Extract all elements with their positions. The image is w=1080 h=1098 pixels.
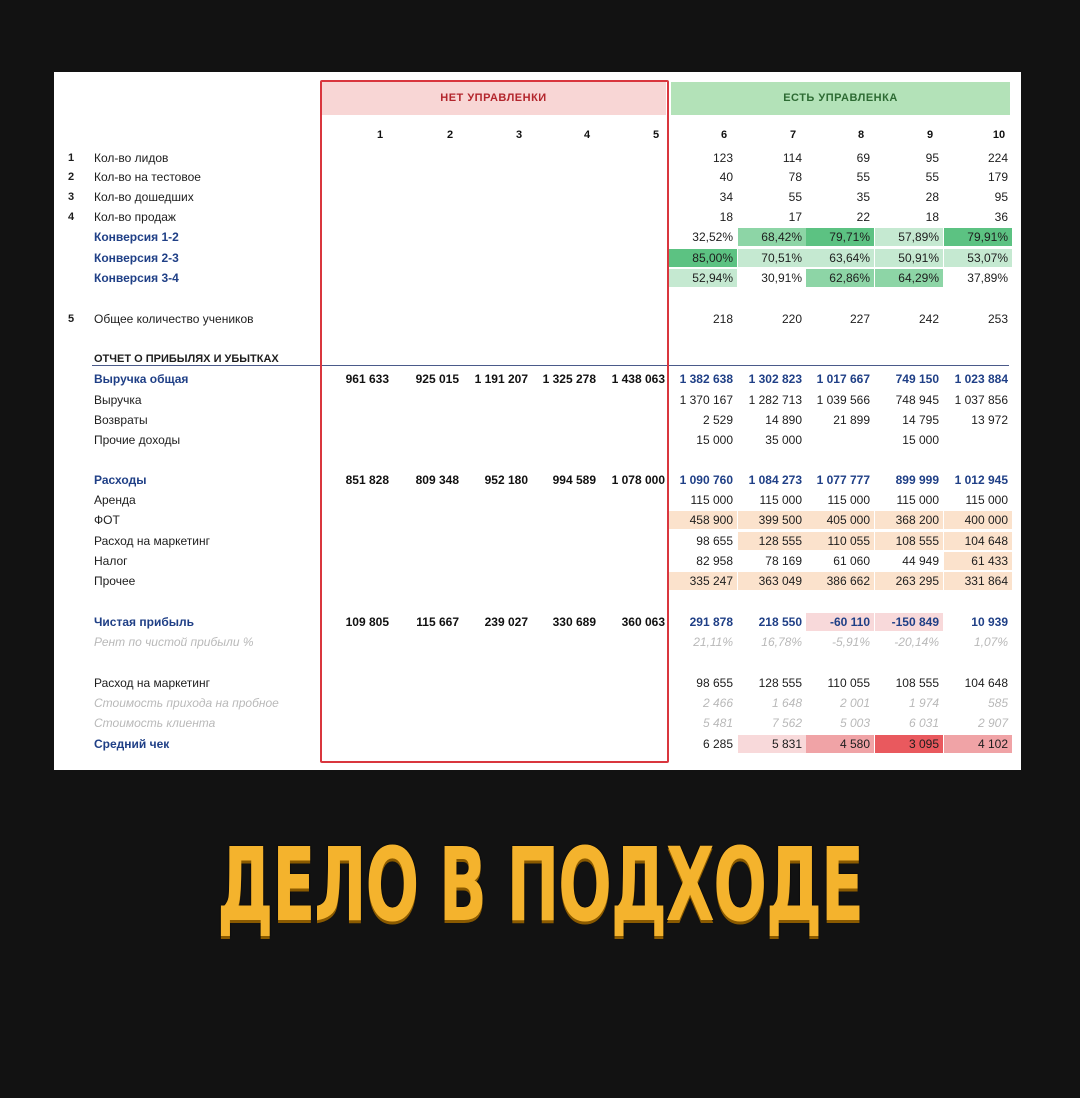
column-header: 10 bbox=[992, 129, 1006, 141]
table-cell: 95 bbox=[994, 190, 1008, 204]
table-cell: 1 090 760 bbox=[679, 473, 733, 487]
table-cell: 809 348 bbox=[415, 473, 459, 487]
table-cell: 1 648 bbox=[771, 696, 802, 710]
spreadsheet bbox=[54, 72, 1021, 770]
no-management-frame bbox=[320, 80, 669, 763]
table-cell: 18 bbox=[925, 210, 939, 224]
table-cell: 36 bbox=[994, 210, 1008, 224]
table-cell: 1 282 713 bbox=[748, 393, 802, 407]
section-divider bbox=[92, 365, 1009, 366]
column-header: 4 bbox=[583, 129, 591, 141]
column-header: 8 bbox=[857, 129, 865, 141]
table-cell: 114 bbox=[782, 151, 802, 165]
table-cell: 291 878 bbox=[689, 615, 733, 629]
table-cell: 64,29% bbox=[898, 271, 939, 285]
table-cell: 239 027 bbox=[484, 615, 528, 629]
table-cell: 110 055 bbox=[827, 676, 870, 690]
table-cell: 1 039 566 bbox=[816, 393, 870, 407]
table-cell: 95 bbox=[925, 151, 939, 165]
table-cell: 1 077 777 bbox=[816, 473, 870, 487]
table-cell: 128 555 bbox=[758, 534, 802, 548]
table-cell: 21,11% bbox=[693, 635, 733, 649]
table-cell: 28 bbox=[925, 190, 939, 204]
table-cell: 32,52% bbox=[692, 230, 733, 244]
table-cell: 220 bbox=[781, 312, 802, 326]
table-cell: 1 974 bbox=[908, 696, 939, 710]
table-cell: 115 000 bbox=[690, 493, 733, 507]
row-label: Аренда bbox=[94, 493, 136, 507]
table-cell: 1 078 000 bbox=[611, 473, 665, 487]
table-cell: 899 999 bbox=[895, 473, 939, 487]
table-cell: 399 500 bbox=[758, 513, 802, 527]
table-cell: 10 939 bbox=[971, 615, 1008, 629]
row-number: 2 bbox=[68, 171, 75, 183]
table-cell: 85,00% bbox=[692, 251, 733, 265]
table-cell: 35 000 bbox=[765, 433, 802, 447]
row-number: 5 bbox=[68, 313, 75, 325]
table-cell: 14 890 bbox=[765, 413, 802, 427]
table-cell: 55 bbox=[925, 170, 939, 184]
row-label: ОТЧЕТ О ПРИБЫЛЯХ И УБЫТКАХ bbox=[94, 353, 279, 365]
row-label: Прочие доходы bbox=[94, 433, 181, 447]
table-cell: 1 438 063 bbox=[611, 372, 665, 386]
row-number: 1 bbox=[68, 152, 75, 164]
table-cell: 4 102 bbox=[977, 737, 1008, 751]
table-cell: 2 466 bbox=[702, 696, 733, 710]
table-cell: 1 302 823 bbox=[748, 372, 802, 386]
table-cell: 363 049 bbox=[758, 574, 802, 588]
table-cell: 458 900 bbox=[689, 513, 733, 527]
table-cell: 335 247 bbox=[689, 574, 733, 588]
table-cell: 925 015 bbox=[415, 372, 459, 386]
row-label: ФОТ bbox=[94, 513, 120, 527]
table-cell: 6 031 bbox=[908, 716, 939, 730]
table-cell: 14 795 bbox=[902, 413, 939, 427]
table-cell: 851 828 bbox=[345, 473, 389, 487]
row-label: Конверсия 3-4 bbox=[94, 271, 179, 285]
table-cell: 104 648 bbox=[964, 676, 1008, 690]
table-cell: -60 110 bbox=[829, 615, 870, 629]
table-cell: 242 bbox=[918, 312, 939, 326]
row-label: Кол-во на тестовое bbox=[94, 170, 201, 184]
table-cell: 1,07% bbox=[973, 635, 1008, 649]
table-cell: 17 bbox=[788, 210, 802, 224]
table-cell: 330 689 bbox=[552, 615, 596, 629]
table-cell: 70,51% bbox=[761, 251, 802, 265]
table-cell: 5 481 bbox=[702, 716, 733, 730]
table-cell: 1 023 884 bbox=[954, 372, 1008, 386]
table-cell: 5 831 bbox=[771, 737, 802, 751]
table-cell: 3 095 bbox=[908, 737, 939, 751]
row-label: Средний чек bbox=[94, 737, 170, 751]
table-cell: 61 060 bbox=[833, 554, 870, 568]
table-cell: 44 949 bbox=[902, 554, 939, 568]
table-cell: 78 bbox=[788, 170, 802, 184]
table-cell: 1 370 167 bbox=[679, 393, 733, 407]
table-cell: -20,14% bbox=[894, 635, 939, 649]
table-cell: 115 000 bbox=[965, 493, 1008, 507]
row-label: Выручка общая bbox=[94, 372, 189, 386]
table-cell: 82 958 bbox=[696, 554, 733, 568]
table-cell: 62,86% bbox=[829, 271, 870, 285]
table-cell: 115 000 bbox=[759, 493, 802, 507]
row-number: 3 bbox=[68, 191, 75, 203]
column-header: 2 bbox=[446, 129, 454, 141]
row-label: Кол-во лидов bbox=[94, 151, 169, 165]
table-cell: 108 555 bbox=[895, 676, 939, 690]
table-cell: 110 055 bbox=[827, 534, 870, 548]
table-cell: 1 325 278 bbox=[542, 372, 596, 386]
column-header: 3 bbox=[515, 129, 523, 141]
table-cell: 368 200 bbox=[895, 513, 939, 527]
table-cell: 34 bbox=[719, 190, 733, 204]
table-cell: 749 150 bbox=[895, 372, 939, 386]
row-label: Возвраты bbox=[94, 413, 148, 427]
table-cell: 57,89% bbox=[898, 230, 939, 244]
headline: ДЕЛО В ПОДХОДЕ bbox=[217, 826, 863, 945]
table-cell: 2 001 bbox=[839, 696, 870, 710]
table-cell: 360 063 bbox=[621, 615, 665, 629]
table-cell: 115 000 bbox=[896, 493, 939, 507]
table-cell: 2 907 bbox=[977, 716, 1008, 730]
table-cell: 1 084 273 bbox=[748, 473, 802, 487]
column-header: 9 bbox=[926, 129, 934, 141]
table-cell: 585 bbox=[987, 696, 1008, 710]
table-cell: 115 000 bbox=[827, 493, 870, 507]
column-header: 5 bbox=[652, 129, 660, 141]
table-cell: 55 bbox=[788, 190, 802, 204]
table-cell: 109 805 bbox=[345, 615, 389, 629]
table-cell: 53,07% bbox=[967, 251, 1008, 265]
table-cell: 30,91% bbox=[761, 271, 802, 285]
row-label: Расходы bbox=[94, 473, 147, 487]
row-label: Конверсия 1-2 bbox=[94, 230, 179, 244]
table-cell: 227 bbox=[849, 312, 870, 326]
table-cell: 16,78% bbox=[761, 635, 802, 649]
table-cell: 1 012 945 bbox=[954, 473, 1008, 487]
table-cell: 952 180 bbox=[484, 473, 528, 487]
table-cell: 108 555 bbox=[895, 534, 939, 548]
table-cell: 263 295 bbox=[895, 574, 939, 588]
table-cell: 1 382 638 bbox=[679, 372, 733, 386]
table-cell: 21 899 bbox=[833, 413, 870, 427]
table-cell: 386 662 bbox=[826, 574, 870, 588]
table-cell: 69 bbox=[856, 151, 870, 165]
table-cell: 115 667 bbox=[416, 615, 459, 629]
table-cell: 13 972 bbox=[971, 413, 1008, 427]
row-label: Стоимость клиента bbox=[94, 716, 216, 730]
table-cell: -150 849 bbox=[891, 615, 939, 629]
table-cell: 50,91% bbox=[898, 251, 939, 265]
table-cell: 218 bbox=[712, 312, 733, 326]
table-cell: 63,64% bbox=[829, 251, 870, 265]
table-cell: -5,91% bbox=[831, 635, 870, 649]
row-label: Прочее bbox=[94, 574, 136, 588]
table-cell: 224 bbox=[987, 151, 1008, 165]
table-cell: 52,94% bbox=[692, 271, 733, 285]
table-cell: 55 bbox=[856, 170, 870, 184]
table-cell: 218 550 bbox=[758, 615, 802, 629]
table-cell: 5 003 bbox=[839, 716, 870, 730]
row-label: Чистая прибыль bbox=[94, 615, 194, 629]
table-cell: 331 864 bbox=[964, 574, 1008, 588]
row-number: 4 bbox=[68, 211, 75, 223]
row-label: Расход на маркетинг bbox=[94, 534, 210, 548]
row-label: Общее количество учеников bbox=[94, 312, 254, 326]
row-label: Кол-во продаж bbox=[94, 210, 176, 224]
row-label: Выручка bbox=[94, 393, 142, 407]
row-label: Рент по чистой прибыли % bbox=[94, 635, 254, 649]
table-cell: 748 945 bbox=[895, 393, 939, 407]
table-cell: 6 285 bbox=[702, 737, 733, 751]
table-cell: 2 529 bbox=[702, 413, 733, 427]
table-cell: 1 037 856 bbox=[954, 393, 1008, 407]
table-cell: 123 bbox=[712, 151, 733, 165]
table-cell: 15 000 bbox=[902, 433, 939, 447]
table-cell: 104 648 bbox=[964, 534, 1008, 548]
table-cell: 35 bbox=[856, 190, 870, 204]
table-cell: 400 000 bbox=[964, 513, 1008, 527]
table-cell: 61 433 bbox=[971, 554, 1008, 568]
table-cell: 405 000 bbox=[826, 513, 870, 527]
table-cell: 7 562 bbox=[771, 716, 802, 730]
table-cell: 98 655 bbox=[696, 534, 733, 548]
table-cell: 98 655 bbox=[696, 676, 733, 690]
row-label: Стоимость прихода на пробное bbox=[94, 696, 279, 710]
table-cell: 78 169 bbox=[765, 554, 802, 568]
table-cell: 1 017 667 bbox=[816, 372, 870, 386]
table-cell: 253 bbox=[987, 312, 1008, 326]
row-label: Конверсия 2-3 bbox=[94, 251, 179, 265]
table-cell: 961 633 bbox=[345, 372, 389, 386]
table-cell: 179 bbox=[987, 170, 1008, 184]
table-cell: 22 bbox=[856, 210, 870, 224]
header-has-management: ЕСТЬ УПРАВЛЕНКА bbox=[671, 82, 1010, 115]
table-cell: 1 191 207 bbox=[474, 372, 528, 386]
row-label: Кол-во дошедших bbox=[94, 190, 194, 204]
column-header: 7 bbox=[789, 129, 797, 141]
column-header: 6 bbox=[720, 129, 728, 141]
table-cell: 68,42% bbox=[761, 230, 802, 244]
table-cell: 40 bbox=[719, 170, 733, 184]
table-cell: 15 000 bbox=[696, 433, 733, 447]
table-cell: 18 bbox=[719, 210, 733, 224]
column-header: 1 bbox=[376, 129, 384, 141]
table-cell: 994 589 bbox=[552, 473, 596, 487]
row-label: Налог bbox=[94, 554, 128, 568]
table-cell: 4 580 bbox=[839, 737, 870, 751]
table-cell: 79,91% bbox=[967, 230, 1008, 244]
table-cell: 128 555 bbox=[758, 676, 802, 690]
table-cell: 37,89% bbox=[967, 271, 1008, 285]
header-no-management: НЕТ УПРАВЛЕНКИ bbox=[321, 82, 666, 115]
table-cell: 79,71% bbox=[829, 230, 870, 244]
row-label: Расход на маркетинг bbox=[94, 676, 210, 690]
